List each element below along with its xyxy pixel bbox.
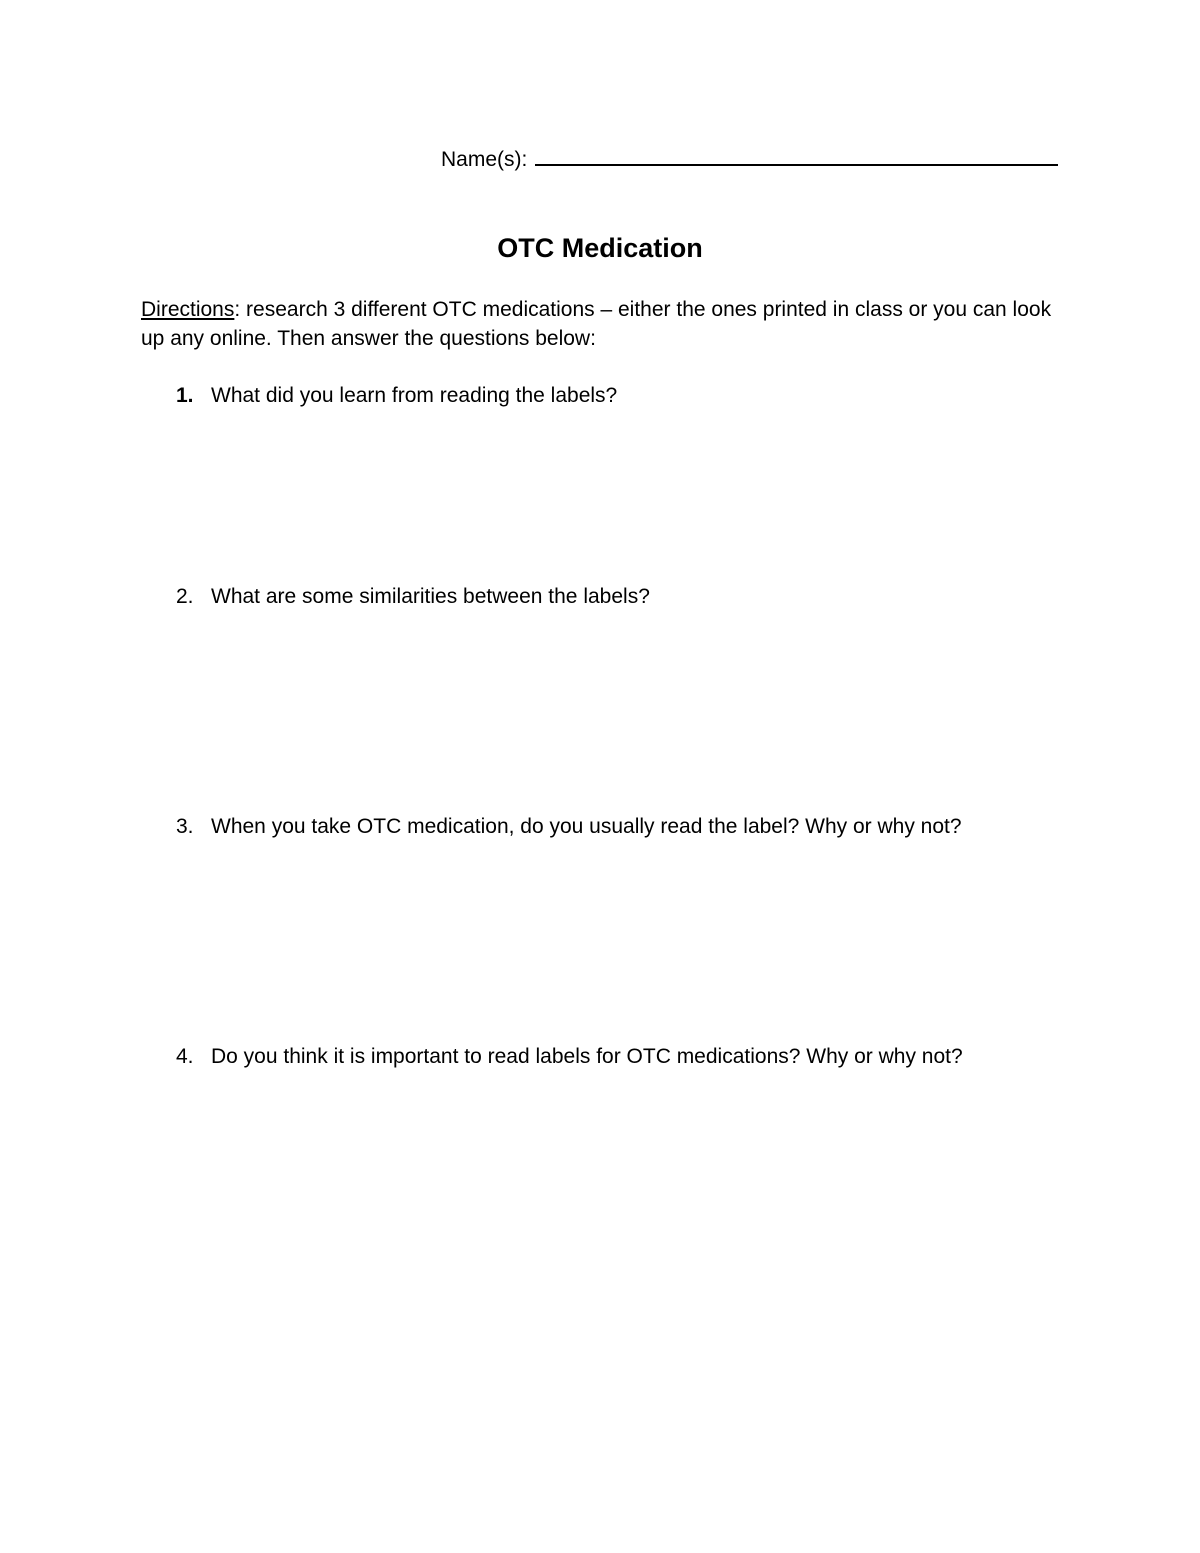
directions-paragraph	[141, 296, 1061, 353]
question-item	[141, 583, 1041, 611]
question-number: 2.	[176, 585, 194, 608]
directions-text: : research 3 different OTC medications – either the ones printed in class or you can look up any online. Then answer the questions below:	[141, 298, 1052, 350]
question-item	[141, 1043, 1041, 1071]
question-text: What are some similarities between the labels?	[211, 585, 650, 608]
directions-label: Directions	[141, 298, 235, 321]
page-title: OTC Medication	[497, 233, 703, 263]
question-text: When you take OTC medication, do you usually read the label? Why or why not?	[211, 815, 962, 838]
question-item	[141, 382, 1041, 410]
name-blank-line[interactable]	[535, 144, 1058, 166]
question-number: 4.	[176, 1045, 194, 1068]
question-item	[141, 813, 1041, 841]
question-text: What did you learn from reading the labels?	[211, 384, 618, 407]
name-field-row	[441, 144, 1058, 174]
question-text: Do you think it is important to read labels for OTC medications? Why or why not?	[211, 1045, 963, 1068]
name-label: Name(s):	[441, 148, 528, 171]
question-number: 3.	[176, 815, 194, 838]
question-number: 1.	[176, 384, 194, 407]
